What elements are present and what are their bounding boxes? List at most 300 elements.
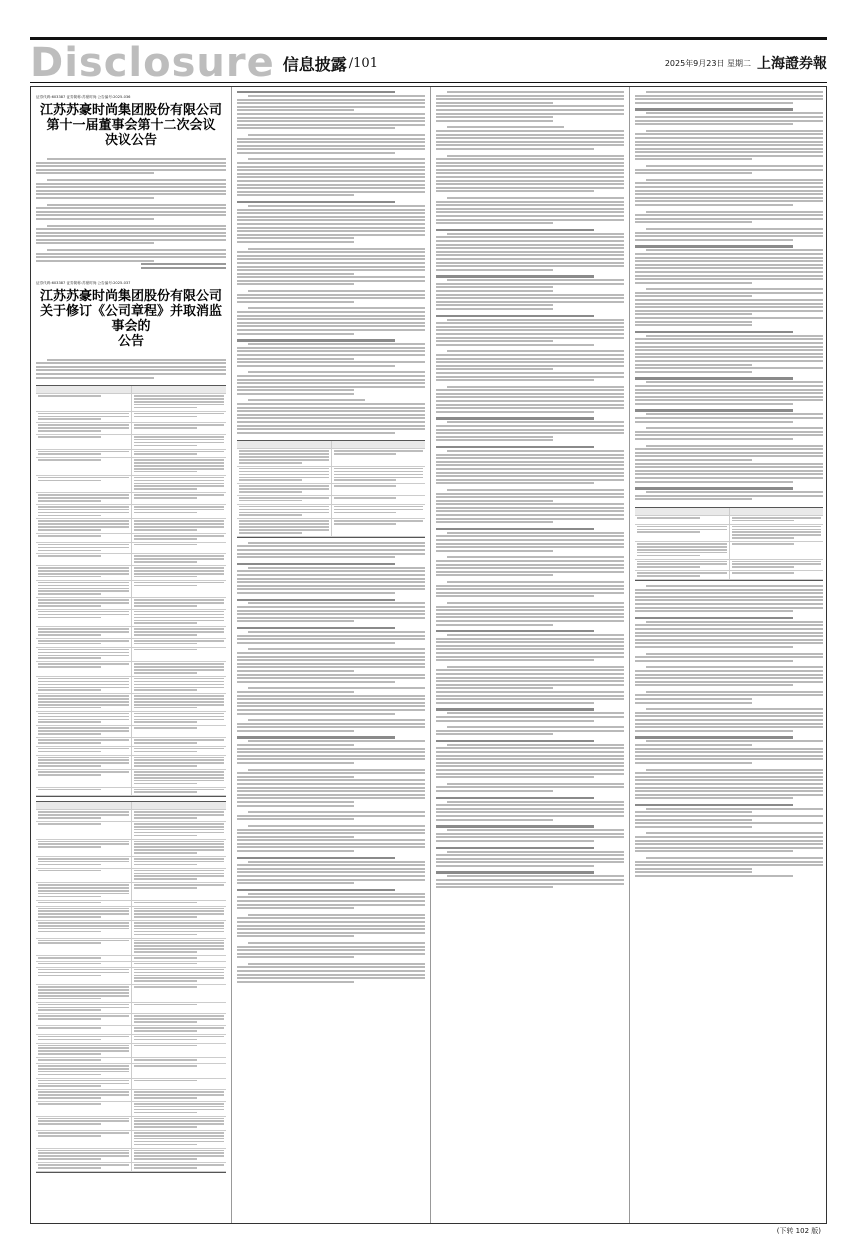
text-line [237, 120, 425, 122]
table-row [36, 543, 226, 555]
continuation-note: (下转 102 版) [776, 1227, 821, 1235]
cell-text-line [732, 534, 822, 536]
cell-text-line [38, 593, 101, 595]
cell-text-line [38, 588, 129, 590]
cell-text-line [134, 483, 225, 485]
text-line [436, 475, 624, 477]
text-line [237, 758, 425, 760]
text-line [436, 240, 624, 242]
text-line [237, 730, 354, 732]
table-cell [131, 962, 227, 967]
text-line [436, 148, 594, 150]
text-line [635, 367, 823, 369]
cell-text-line [38, 678, 129, 680]
text-line [237, 606, 425, 608]
text-line [635, 628, 823, 630]
text-line [635, 607, 823, 609]
cell-text-line [38, 652, 129, 654]
cell-text-line [134, 1059, 197, 1061]
text-line [36, 190, 226, 192]
text-line [635, 684, 793, 686]
text-line [237, 839, 425, 841]
text-line [447, 350, 624, 352]
text-line [237, 266, 425, 268]
table-cell [36, 907, 131, 921]
text-line [635, 385, 823, 387]
text-line [237, 227, 425, 229]
signature-line [141, 263, 227, 265]
cell-text-line [38, 1083, 129, 1085]
text-line [237, 896, 425, 898]
subheading-line [237, 91, 395, 93]
cell-text-line [38, 890, 129, 892]
text-line [646, 857, 823, 859]
table-cell [131, 1044, 227, 1058]
text-line [436, 645, 624, 647]
table-cell [36, 394, 131, 410]
subheading-line [635, 804, 793, 806]
text-line [237, 315, 425, 317]
cell-text-line [134, 512, 197, 514]
text-line [436, 183, 624, 185]
table-row [36, 756, 226, 771]
text-line [237, 191, 425, 193]
subheading-line [635, 331, 793, 333]
text-line [436, 457, 624, 459]
text-line [436, 208, 624, 210]
text-line [635, 730, 793, 732]
text-line [237, 301, 354, 303]
cell-text-line [38, 1091, 129, 1093]
text-line [436, 389, 624, 391]
table-cell [131, 627, 227, 638]
text-line [635, 434, 823, 436]
cell-text-line [134, 506, 225, 508]
text-line [237, 783, 425, 785]
table-cell [36, 543, 131, 554]
cell-text-line [134, 520, 225, 522]
table-cell [36, 1064, 131, 1078]
text-line [635, 448, 823, 450]
text-line [436, 592, 624, 594]
cell-text-line [38, 841, 129, 843]
text-line [237, 613, 425, 615]
table-cell [131, 1117, 227, 1131]
cell-text-line [134, 494, 225, 496]
cell-text-line [637, 549, 727, 551]
table-cell [36, 435, 131, 449]
cell-text-line [38, 515, 101, 517]
text-line [36, 207, 226, 209]
comparison-table [635, 507, 823, 581]
table-row [36, 939, 226, 956]
text-line [436, 461, 624, 463]
text-line [237, 776, 354, 778]
text-line [248, 719, 425, 721]
cell-text-line [134, 957, 197, 959]
cell-text-line [134, 573, 225, 575]
subheading-line [436, 708, 594, 710]
cell-text-line [134, 1150, 225, 1152]
text-line [237, 432, 395, 434]
cell-text-line [134, 1027, 225, 1029]
cell-text-line [38, 942, 101, 944]
cell-text-line [38, 453, 101, 455]
subheading-line [237, 736, 395, 738]
text-line [237, 677, 425, 679]
text-line [436, 251, 624, 253]
cell-text-line [134, 759, 225, 761]
cell-text-line [38, 902, 101, 904]
column-4 [629, 87, 828, 1223]
cell-text-line [38, 998, 101, 1000]
cell-text-line [134, 774, 225, 776]
cell-text-line [38, 843, 129, 845]
text-line [237, 410, 425, 412]
cell-text-line [38, 631, 129, 633]
text-line [447, 829, 624, 831]
text-line [635, 660, 793, 662]
text-line [248, 861, 425, 863]
table-row [36, 519, 226, 534]
cell-text-line [134, 585, 197, 587]
text-line [436, 211, 624, 213]
text-line [635, 102, 793, 104]
cell-text-line [38, 1074, 101, 1076]
table-row [36, 921, 226, 938]
cell-text-line [38, 576, 101, 578]
text-line [436, 204, 624, 206]
cell-text-line [134, 687, 225, 689]
cell-text-line [134, 535, 225, 537]
text-line [635, 278, 823, 280]
cell-text-line [239, 506, 329, 508]
spacer [36, 380, 226, 383]
cell-text-line [38, 896, 101, 898]
cell-text-line [134, 497, 197, 499]
cell-text-line [134, 529, 197, 531]
table-cell [131, 921, 227, 937]
spacer [436, 890, 624, 893]
table-row [36, 412, 226, 424]
text-line [635, 151, 823, 153]
cell-text-line [334, 468, 424, 470]
text-line [447, 801, 624, 803]
text-line [646, 335, 823, 337]
table-header-cell [237, 441, 331, 448]
table-row [36, 677, 226, 694]
cell-text-line [134, 684, 225, 686]
cell-text-line [134, 602, 225, 604]
table-row [36, 648, 226, 663]
cell-text-line [134, 963, 197, 965]
text-line [635, 321, 752, 323]
text-line [447, 319, 624, 321]
subheading-line [635, 108, 793, 110]
text-line [237, 173, 425, 175]
text-line [646, 91, 823, 93]
cell-text-line [134, 1112, 197, 1114]
table-row [36, 840, 226, 857]
cell-text-line [334, 512, 397, 514]
cell-text-line [38, 1068, 129, 1070]
text-line [436, 105, 624, 107]
cell-text-line [134, 742, 197, 744]
text-line [635, 317, 823, 319]
cell-text-line [239, 456, 329, 458]
text-line [237, 350, 425, 352]
table-cell [729, 571, 824, 579]
cell-text-line [134, 413, 225, 415]
text-line [635, 466, 823, 468]
cell-text-line [732, 563, 822, 565]
cell-text-line [38, 1094, 129, 1096]
text-line [436, 539, 624, 541]
text-line [635, 783, 823, 785]
notice-1-title-line-2: 第十一届董事会第十二次会议 [46, 118, 216, 133]
text-line [635, 303, 823, 305]
notice-2-title-line-1: 江苏苏豪时尚集团股份有限公司 [39, 288, 222, 304]
text-line [635, 182, 823, 184]
table-row [36, 1079, 226, 1091]
cell-text-line [134, 1094, 225, 1096]
text-line [47, 179, 226, 181]
cell-text-line [38, 928, 129, 930]
cell-text-line [134, 771, 225, 773]
cell-text-line [134, 945, 225, 947]
cell-text-line [134, 870, 225, 872]
text-line [635, 762, 752, 764]
text-line [237, 829, 425, 831]
text-line [436, 404, 624, 406]
cell-text-line [38, 585, 129, 587]
text-line [237, 949, 425, 951]
cell-text-line [134, 977, 225, 979]
subheading-line [635, 377, 793, 379]
table-cell [36, 840, 131, 856]
text-line [436, 585, 624, 587]
text-line [237, 138, 425, 140]
subheading-line [237, 627, 395, 629]
cell-text-line [134, 445, 197, 447]
spacer [36, 271, 226, 277]
cell-text-line [38, 975, 101, 977]
text-line [436, 180, 624, 182]
table-cell [36, 901, 131, 906]
cell-text-line [38, 789, 101, 791]
text-line [237, 974, 425, 976]
text-line [436, 365, 624, 367]
text-line [646, 832, 823, 834]
text-line [635, 656, 823, 658]
text-line [447, 489, 624, 491]
comparison-table [36, 385, 226, 797]
table-row [36, 554, 226, 566]
table-row [635, 516, 823, 525]
text-line [436, 340, 553, 342]
text-line [237, 106, 425, 108]
cell-text-line [38, 940, 129, 942]
text-line [237, 723, 425, 725]
text-line [237, 751, 425, 753]
cell-text-line [134, 666, 225, 668]
table-cell [131, 869, 227, 883]
text-line [237, 748, 425, 750]
text-line [436, 201, 624, 203]
table-cell [131, 726, 227, 737]
cell-text-line [134, 783, 197, 785]
text-line [237, 322, 425, 324]
text-line [635, 794, 823, 796]
text-line [436, 219, 624, 221]
text-line [237, 755, 425, 757]
cell-text-line [38, 1080, 129, 1082]
cell-text-line [38, 1027, 101, 1029]
cell-text-line [732, 561, 822, 563]
text-line [248, 769, 425, 771]
table-cell [131, 1035, 227, 1043]
table-cell [36, 566, 131, 580]
table-cell [331, 467, 426, 483]
table-row [36, 857, 226, 869]
cell-text-line [38, 858, 129, 860]
text-line [635, 282, 752, 284]
text-line [635, 719, 823, 721]
text-line [635, 141, 823, 143]
text-line [436, 493, 624, 495]
text-line [635, 158, 752, 160]
table-cell [131, 1064, 227, 1078]
text-line [436, 677, 624, 679]
table-cell [131, 505, 227, 519]
text-line [237, 556, 395, 558]
text-line [436, 786, 624, 788]
table-cell [131, 519, 227, 533]
cell-text-line [38, 922, 129, 924]
subheading-line [436, 446, 594, 448]
text-line [635, 868, 752, 870]
cell-text-line [134, 942, 225, 944]
table-row [36, 610, 226, 627]
cell-text-line [38, 535, 101, 537]
text-line [635, 840, 823, 842]
cell-text-line [38, 526, 129, 528]
table-row [36, 493, 226, 505]
section-title: 信息披露 [282, 54, 347, 74]
cell-text-line [239, 500, 302, 502]
text-line [248, 914, 425, 916]
text-line [237, 882, 354, 884]
cell-text-line [38, 494, 129, 496]
cell-text-line [134, 789, 225, 791]
cell-text-line [38, 506, 129, 508]
text-line [436, 396, 624, 398]
text-line [237, 578, 425, 580]
comparison-table [36, 801, 226, 1173]
subheading-line [237, 857, 395, 859]
cell-text-line [134, 1164, 225, 1166]
comparison-table [237, 440, 425, 537]
text-line [635, 349, 823, 351]
subheading-line [237, 889, 395, 891]
cell-text-line [38, 1164, 129, 1166]
table-cell [36, 822, 131, 838]
text-line [248, 290, 425, 292]
text-line [436, 165, 624, 167]
text-line [635, 624, 823, 626]
text-line [237, 333, 354, 335]
text-line [635, 299, 823, 301]
text-line [237, 258, 425, 260]
cell-text-line [38, 599, 129, 601]
text-line [436, 595, 594, 597]
text-line [237, 652, 425, 654]
text-line [436, 840, 594, 842]
text-line [237, 549, 425, 551]
table-cell [131, 857, 227, 868]
cell-text-line [134, 582, 225, 584]
text-line [436, 503, 624, 505]
text-line [248, 307, 425, 309]
cell-text-line [134, 538, 197, 540]
text-line [36, 172, 154, 174]
text-line [635, 137, 823, 139]
cell-text-line [134, 814, 225, 816]
text-line [646, 165, 823, 167]
cell-text-line [38, 497, 129, 499]
cell-text-line [38, 695, 129, 697]
text-line [237, 117, 425, 119]
text-line [646, 653, 823, 655]
text-line [635, 632, 823, 634]
text-line [36, 218, 154, 220]
text-line [635, 787, 823, 789]
text-line [635, 702, 752, 704]
text-line [436, 187, 624, 189]
text-line [36, 377, 154, 379]
table-cell [131, 435, 227, 449]
cell-text-line [38, 986, 129, 988]
text-line [36, 256, 226, 258]
text-line [237, 421, 425, 423]
text-line [436, 411, 594, 413]
text-line [646, 708, 823, 710]
text-line [436, 815, 624, 817]
table-cell [36, 662, 131, 676]
text-line [646, 427, 823, 429]
text-line [248, 602, 425, 604]
text-line [237, 875, 425, 877]
text-line [237, 251, 425, 253]
cell-text-line [134, 1036, 225, 1038]
cell-text-line [38, 459, 101, 461]
text-line [436, 400, 624, 402]
cell-text-line [134, 1097, 197, 1099]
text-line [635, 364, 752, 366]
table-cell [36, 1044, 131, 1058]
subheading-line [436, 847, 594, 849]
text-line [237, 787, 425, 789]
cell-text-line [134, 1167, 197, 1169]
cell-text-line [239, 474, 329, 476]
table-cell [36, 648, 131, 662]
cell-text-line [134, 864, 197, 866]
text-line [237, 223, 425, 225]
cell-text-line [134, 1138, 225, 1140]
table-cell [131, 450, 227, 458]
table-row [36, 450, 226, 459]
cell-text-line [134, 663, 225, 665]
